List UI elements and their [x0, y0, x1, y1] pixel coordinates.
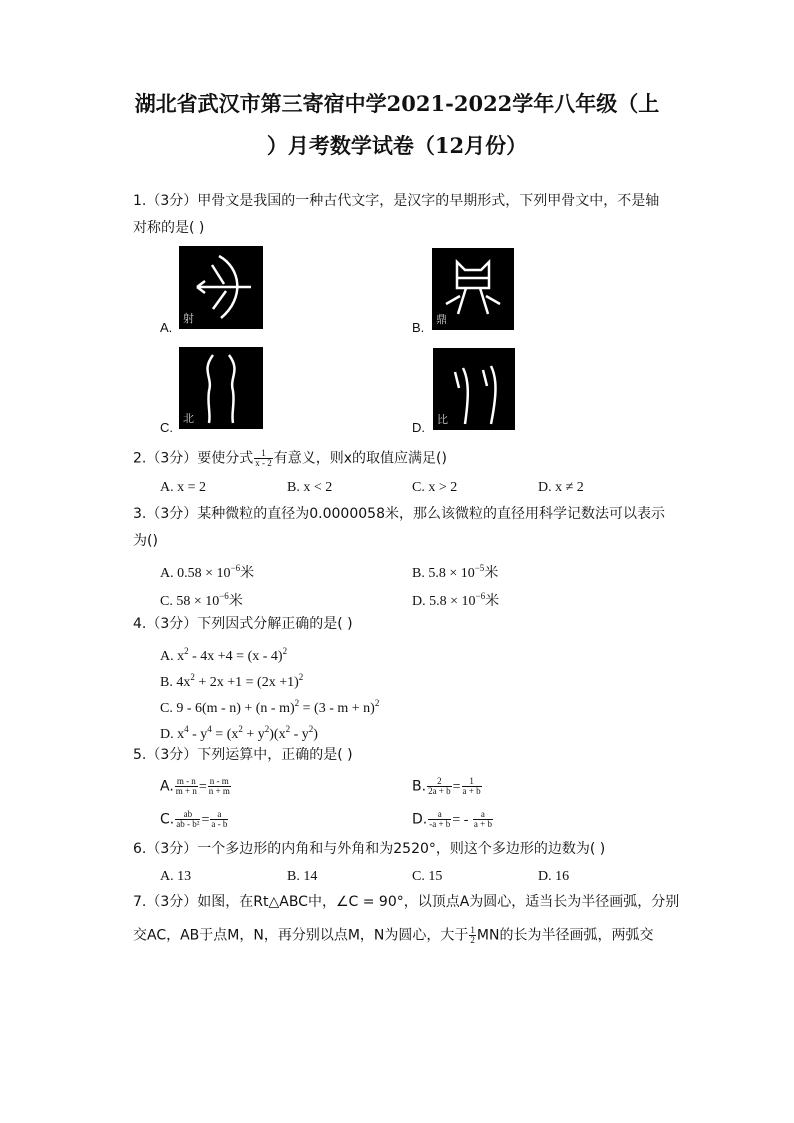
q3-option-a[interactable]	[160, 559, 254, 583]
q5-d-fraction-right	[473, 810, 493, 829]
q5-option-b[interactable]	[412, 777, 483, 797]
q2-option-a[interactable]: A. x = 2	[160, 480, 207, 495]
q3-option-b[interactable]	[412, 559, 498, 583]
q4-option-d[interactable]	[160, 720, 318, 744]
q4-stem: 4.（3分）下列因式分解正确的是( )	[133, 616, 353, 632]
q6-stem: 6.（3分）一个多边形的内角和与外角和为2520°，则这个多边形的边数为( )	[133, 841, 606, 857]
q3-option-d[interactable]	[412, 587, 499, 611]
q5-a-fraction-left	[175, 777, 198, 796]
q1-stem-line-1: 1.（3分）甲骨文是我国的一种古代文字，是汉字的早期形式，下列甲骨文中，不是轴	[133, 193, 660, 209]
q4-b-exp-1: 2	[190, 672, 195, 682]
q5-b-num-left: 2	[427, 777, 452, 787]
q1-option-d-caption: 比	[437, 413, 448, 426]
q4-a-exp-2: 2	[282, 646, 288, 656]
q4-d-exp-1: 4	[184, 724, 189, 734]
q4-a-part-2: - 4x +4 = (x - 4)	[188, 649, 283, 664]
q7-stem-part-a: 交AC，AB于点M，N，再分别以点M，N为圆心，大于	[133, 927, 469, 944]
q5-option-d[interactable]	[412, 810, 494, 830]
q5-d-den-left: -a + b	[429, 819, 451, 829]
q5-b-num-right: 1	[462, 777, 482, 787]
q4-option-b[interactable]	[160, 668, 303, 692]
q5-d-num-right: a	[473, 810, 493, 820]
q5-c-num-right: a	[210, 810, 228, 820]
q5-a-den-right: n + m	[208, 786, 230, 796]
q7-fraction-denominator: 2	[470, 935, 475, 945]
exam-title-line-1: 湖北省武汉市第三寄宿中学2021-2022学年八年级（上	[134, 91, 660, 116]
q6-option-d[interactable]: D. 16	[538, 869, 570, 884]
q3-option-c-base: C. 58 × 10	[160, 594, 220, 609]
q5-a-num-left: m - n	[175, 777, 198, 787]
q5-c-den-left: ab - b²	[176, 819, 200, 829]
q5-d-num-left: a	[428, 810, 451, 820]
q2-option-d[interactable]: D. x ≠ 2	[538, 480, 584, 495]
q2-fraction-numerator: 1	[254, 449, 273, 459]
q4-b-part-1: B. 4x	[160, 675, 191, 690]
q4-b-part-2: + 2x +1 = (2x +1)	[194, 675, 299, 690]
q5-d-minus: -	[460, 812, 472, 828]
q1-stem-line-2: 对称的是( )	[133, 220, 205, 236]
q6-option-b[interactable]: B. 14	[287, 869, 318, 884]
q2-stem-part-b: 有意义，则x的取值应满足()	[273, 450, 447, 467]
q3-option-b-unit: 米	[484, 566, 499, 581]
q5-a-equals: =	[198, 779, 207, 795]
q3-option-a-unit: 米	[240, 566, 255, 581]
q7-fraction-numerator: 1	[470, 925, 475, 935]
q4-d-part-5: )(x	[269, 727, 286, 742]
q5-option-a[interactable]	[160, 777, 232, 797]
q4-d-exp-5: 2	[285, 724, 291, 734]
q4-option-c[interactable]	[160, 694, 379, 718]
q4-d-exp-2: 4	[207, 724, 212, 734]
q3-stem-line-1: 3.（3分）某种微粒的直径为0.0000058米，那么该微粒的直径用科学记数法可以表示	[133, 506, 665, 522]
q5-d-den-right: a + b	[473, 819, 492, 829]
q1-option-a-label[interactable]: A.	[160, 320, 173, 335]
q5-c-fraction-right	[210, 810, 228, 829]
q5-option-c[interactable]	[160, 810, 229, 830]
q3-option-c-exponent: −6	[219, 591, 229, 601]
q5-d-fraction-left	[428, 810, 451, 829]
q5-b-fraction-left	[427, 777, 452, 796]
q1-option-a-caption: 射	[183, 312, 194, 325]
q2-stem-part-a: 2.（3分）要使分式	[133, 450, 254, 467]
q5-d-equals: =	[452, 812, 461, 828]
q3-option-d-base: D. 5.8 × 10	[412, 594, 476, 609]
q4-d-part-7: )	[313, 727, 318, 742]
q4-d-part-6: - y	[290, 727, 309, 742]
q1-option-c-label[interactable]: C.	[160, 420, 173, 435]
q5-c-equals: =	[201, 812, 210, 828]
q5-stem: 5.（3分）下列运算中，正确的是( )	[133, 747, 353, 763]
q6-option-a[interactable]: A. 13	[160, 869, 192, 884]
q7-fraction-half	[469, 926, 476, 945]
q4-a-exp-1: 2	[184, 646, 189, 656]
q7-stem-line-2	[133, 926, 653, 945]
q5-b-equals: =	[452, 779, 461, 795]
q5-a-fraction-right	[208, 777, 231, 796]
q3-option-b-exponent: −5	[474, 563, 485, 573]
q3-option-c[interactable]	[160, 587, 243, 611]
q4-c-part-2: = (3 - m + n)	[299, 701, 375, 716]
q4-d-part-3: = (x	[211, 727, 239, 742]
q4-c-part-1: C. 9 - 6(m - n) + (n - m)	[160, 701, 295, 716]
q4-d-part-1: D. x	[160, 727, 185, 742]
q2-stem	[133, 449, 447, 468]
q2-option-c[interactable]: C. x > 2	[412, 480, 458, 495]
q4-b-exp-2: 2	[298, 672, 304, 682]
q3-option-d-unit: 米	[485, 594, 500, 609]
q4-c-exp-1: 2	[294, 698, 300, 708]
q5-c-label: C.	[160, 811, 175, 828]
q3-option-a-exponent: −6	[230, 563, 241, 573]
q3-option-c-unit: 米	[228, 594, 243, 609]
q5-a-den-left: m + n	[175, 786, 197, 796]
q5-c-den-right: a - b	[211, 819, 228, 829]
q5-a-num-right: n - m	[208, 777, 231, 787]
q5-c-fraction-left	[175, 810, 200, 829]
q1-option-b-label[interactable]: B.	[412, 320, 425, 335]
q4-d-exp-6: 2	[308, 724, 314, 734]
q6-option-c[interactable]: C. 15	[412, 869, 443, 884]
q1-option-b-image[interactable]	[432, 248, 514, 330]
q5-b-den-right: a + b	[462, 786, 481, 796]
q3-option-d-exponent: −6	[475, 591, 486, 601]
q3-stem-line-2: 为()	[133, 533, 158, 549]
q1-option-a-image[interactable]	[179, 246, 263, 329]
exam-title-line-2: ）月考数学试卷（12月份）	[266, 133, 528, 158]
q1-option-b-caption: 鼎	[436, 313, 447, 326]
q7-stem-part-b: MN的长为半径画弧，两弧交	[476, 927, 654, 944]
q1-option-c-caption: 北	[183, 412, 194, 425]
q4-a-part-1: A. x	[160, 649, 185, 664]
q4-d-exp-3: 2	[238, 724, 243, 734]
q5-b-fraction-right	[462, 777, 482, 796]
q3-option-b-base: B. 5.8 × 10	[412, 566, 475, 581]
q4-option-a[interactable]	[160, 642, 287, 666]
q4-d-exp-4: 2	[264, 724, 270, 734]
q1-option-d-label[interactable]: D.	[412, 420, 425, 435]
q5-c-num-left: ab	[175, 810, 200, 820]
q5-b-den-left: 2a + b	[428, 786, 451, 796]
q2-fraction-denominator: x - 2	[255, 458, 272, 468]
q4-d-part-2: - y	[188, 727, 208, 742]
q2-fraction	[254, 449, 273, 468]
q2-option-b[interactable]: B. x < 2	[287, 480, 333, 495]
q4-c-exp-2: 2	[374, 698, 380, 708]
q1-option-c-image[interactable]	[179, 347, 263, 429]
q4-d-part-4: + y	[242, 727, 265, 742]
q7-stem-line-1: 7.（3分）如图，在Rt△ABC中，∠C = 90°，以顶点A为圆心，适当长为半径画弧，分别	[133, 894, 680, 910]
q1-option-d-image[interactable]	[433, 348, 515, 430]
q5-a-label: A.	[160, 778, 174, 795]
q3-option-a-base: A. 0.58 × 10	[160, 566, 231, 581]
q5-b-label: B.	[412, 778, 427, 795]
q5-d-label: D.	[412, 811, 428, 828]
